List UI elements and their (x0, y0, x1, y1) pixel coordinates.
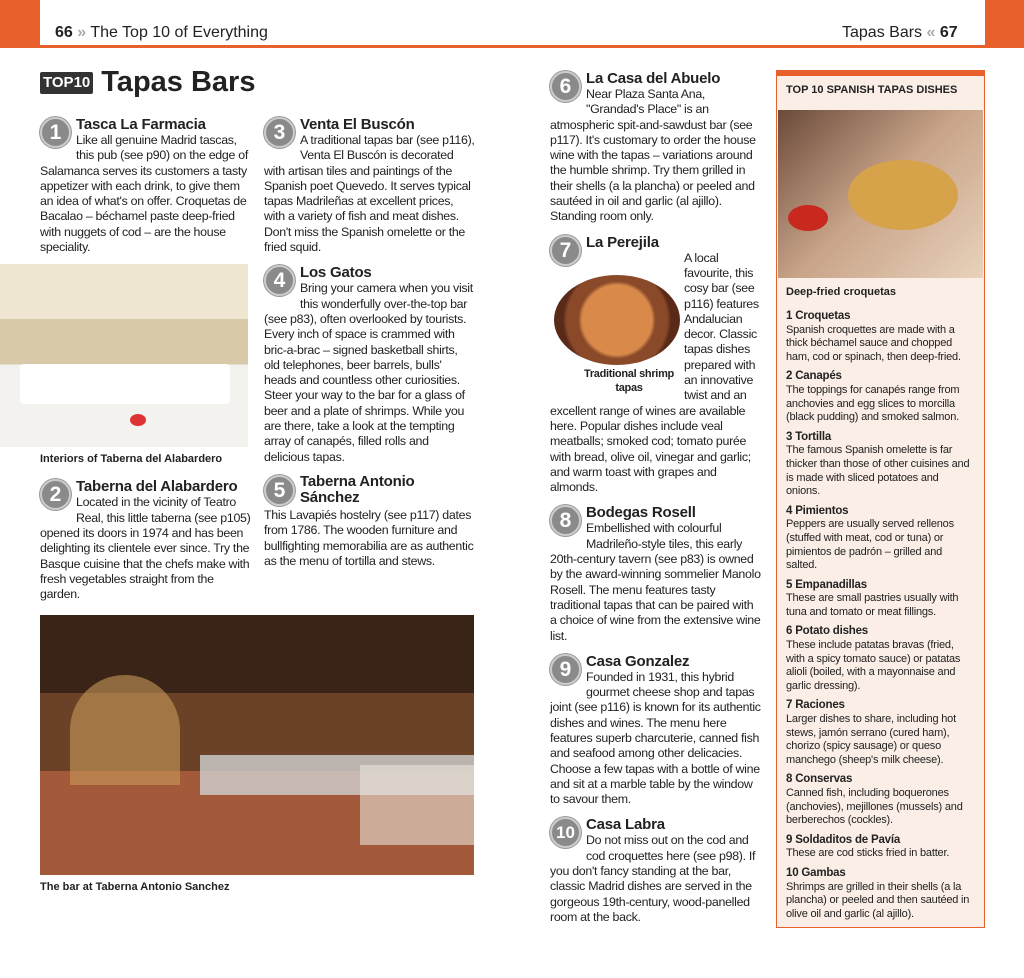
sidebar-item-text: These are cod sticks fried in batter. (786, 847, 950, 860)
entry-2 (40, 478, 252, 602)
sidebar-item (786, 370, 975, 424)
column-3 (550, 70, 762, 934)
left-page-content (40, 116, 474, 894)
photo-sanchez-bar (40, 615, 474, 875)
photo-caption: The bar at Taberna Antonio Sanchez (40, 881, 230, 894)
sidebar-item-title: 6 Potato dishes (786, 625, 868, 638)
number-badge: 8 (550, 505, 581, 536)
entry-text: Embellished with colourful Madrileño-style tiles, this early 20th-century tavern (see p83) is owned by the award-winning sommelier Manolo Rosell. The menu features tasty traditional tapas that can be paired with a choice of wine from the extensive wine list. (550, 521, 761, 643)
photo-croquetas (778, 110, 983, 278)
sidebar-item-text: The toppings for canapés range from anchovies and egg slices to morcilla (black pudding) and smoked salmon. (786, 383, 960, 424)
entry-title: La Casa del Abuelo (586, 70, 721, 87)
entry-text: Near Plaza Santa Ana, "Grandad's Place" is an atmospheric spit-and-sawdust bar (see p117). It's customary to order the house wine with the tapas – variations around the humble shrimp. Try them grilled in their shells (a la plancha) or peeled and sautéed in oil and garlic (al ajillo). Standing room only. (550, 87, 756, 224)
entry-title: Tasca La Farmacia (76, 116, 206, 133)
sidebar-item-text: The famous Spanish omelette is far thicker than those of other cuisines and is made with sliced potatoes and onions. (786, 444, 970, 498)
entry-text: Do not miss out on the cod and cod croquettes here (see p98). If you don't fancy standing at the bar, classic Madrid dishes are served in the gorgeous 19th-century, wood-panelled room at the back. (550, 833, 756, 924)
sidebar-item-title: 5 Empanadillas (786, 578, 867, 591)
number-badge: 3 (264, 117, 295, 148)
sidebar-item-text: Shrimps are grilled in their shells (a la plancha) or peeled and then sautéed in olive oil and garlic (al ajillo). (786, 880, 970, 920)
entry-title: La Perejila (586, 233, 659, 251)
sidebar-top10-dishes (776, 70, 985, 928)
sidebar-item (786, 867, 975, 921)
column-1 (40, 116, 252, 611)
section-title: Tapas Bars (842, 24, 923, 41)
entry-10 (550, 816, 762, 925)
sidebar-item-title: 9 Soldaditos de Pavía (786, 833, 901, 846)
sidebar-list (786, 310, 975, 921)
number-badge: 7 (550, 235, 581, 266)
entry-text: Located in the vicinity of Teatro Real, this little taberna (see p105) opened its doors in 1974 and has been delighting its clientele ever since. Try the Basque cuisine that the chefs make with fresh vegetables straight from the garden. (40, 495, 251, 602)
number-badge: 2 (40, 479, 71, 510)
number-badge: 9 (550, 654, 581, 685)
sidebar-item-text: Peppers are usually served rellenos (stuffed with meat, cod or tuna) or pimientos de padrón – grilled and salted. (786, 518, 954, 572)
entry-3 (264, 116, 476, 255)
entry-5 (264, 474, 476, 569)
sidebar-item (786, 505, 975, 573)
sidebar-item-text: Larger dishes to share, including hot stews, jamón serrano (cured ham), chorizo (spicy sausage) or queso manchego (sheep's milk cheese). (786, 713, 956, 766)
entry-title: Bodegas Rosell (586, 504, 696, 522)
header-rule (0, 45, 1024, 48)
sidebar-item-title: 7 Raciones (786, 699, 845, 712)
photo-shrimp-tapas (554, 275, 680, 395)
sidebar-item-text: These are small pastries usually with tuna and tomato or meat fillings. (786, 592, 959, 618)
entry-title: Casa Labra (586, 816, 665, 834)
entry-text: Like all genuine Madrid tascas, this pub (see p90) on the edge of Salamanca serves its customers a tasty appetizer with each drink, to give them an idea of what's on offer. Croquetas de Bacalao – béchamel paste deep-fried with nuggets of cod – are the house speciality. (40, 133, 248, 255)
chevron-icon: « (926, 24, 936, 41)
sidebar-item-title: 10 Gambas (786, 866, 846, 879)
top10-logo: TOP10 (40, 72, 93, 94)
running-header-right (842, 24, 958, 42)
sidebar-item (786, 579, 975, 620)
entry-1 (40, 116, 252, 255)
entry-text: A local favourite, this cosy bar (see p116) features Andalucian decor. Classic tapas dishes prepared with an innovative twist and an excellent range of wines are available here. Popular dishes include veal meatballs; smoked cod; tomato purée with bread, olive oil, vinegar and garlic; and warm toast with grapes and almonds. (550, 250, 759, 495)
sidebar-item-text: These include patatas bravas (fried, with a spicy tomato sauce) or patatas alioli (boiled, with a mayonnaise and garlic dressing). (786, 639, 961, 692)
entry-title: Venta El Buscón (300, 116, 415, 133)
sidebar-item (786, 431, 975, 499)
number-badge: 6 (550, 71, 581, 102)
sidebar-item-title: 2 Canapés (786, 370, 842, 383)
sidebar-item (786, 699, 975, 767)
page-title (40, 66, 255, 99)
column-2 (264, 116, 476, 578)
sidebar-item-title: 1 Croquetas (786, 310, 851, 322)
number-badge: 4 (264, 265, 295, 296)
entry-8 (550, 504, 762, 643)
entry-title: Taberna Antonio Sánchez (300, 472, 415, 506)
entry-9 (550, 653, 762, 808)
header-corner-right (985, 0, 1024, 47)
sidebar-item-text: Spanish croquettes are made with a thick béchamel sauce and chopped ham, cod or spinach, then deep-fried. (786, 323, 961, 363)
entry-4 (264, 264, 476, 465)
photo-alabardero-interior (0, 264, 248, 447)
entry-text: This Lavapiés hostelry (see p117) dates from 1786. The wooden furniture and bullfighting memorabilia are as authentic as the menu of tortilla and stews. (264, 507, 474, 568)
heading: Tapas Bars (101, 66, 256, 98)
header-corner-left (0, 0, 40, 47)
entry-7 (550, 234, 762, 496)
sidebar-title: TOP 10 SPANISH TAPAS DISHES (786, 84, 958, 96)
photo-caption: Interiors of Taberna del Alabardero (40, 453, 223, 466)
page-number: 67 (939, 24, 958, 41)
chevron-icon: » (77, 24, 87, 41)
entry-title: Los Gatos (300, 264, 372, 282)
page-number: 66 (55, 24, 73, 41)
entry-6 (550, 70, 762, 225)
entry-text: A traditional tapas bar (see p116), Venta El Buscón is decorated with artisan tiles and paintings of the Spanish poet Quevedo. It serves typical tapas Madrileñas at excellent prices, with a variety of fish and meat dishes. Don't miss the Spanish omelette or the fried squid. (264, 133, 475, 255)
number-badge: 10 (550, 817, 581, 848)
sidebar-item-title: 4 Pimientos (786, 504, 849, 517)
number-badge: 1 (40, 117, 71, 148)
sidebar-item (786, 773, 975, 827)
photo-caption: Traditional shrimp tapas (584, 367, 674, 394)
entry-text: Founded in 1931, this hybrid gourmet cheese shop and tapas joint (see p116) is known for its authentic dishes and wines. The menu here features superb charcuterie, canned fish and seafood among other delicacies. Choose a few tapas with a bottle of wine and sit at a marble table by the window to savour them. (550, 669, 761, 807)
number-badge: 5 (264, 475, 295, 506)
sidebar-item-title: 3 Tortilla (786, 430, 832, 443)
sidebar-item (786, 625, 975, 693)
entry-title: Casa Gonzalez (586, 652, 690, 670)
sidebar-item-text: Canned fish, including boquerones (anchovies), mejillones (mussels) and berberechos (cockles). (786, 787, 963, 827)
sidebar-item (786, 310, 975, 364)
sidebar-item (786, 834, 975, 861)
photo-caption: Deep-fried croquetas (786, 286, 897, 298)
entry-title: Taberna del Alabardero (76, 478, 238, 496)
sidebar-item-title: 8 Conservas (786, 773, 853, 786)
section-title: The Top 10 of Everything (90, 24, 268, 41)
running-header-left (55, 24, 268, 42)
entry-text: Bring your camera when you visit this wonderfully over-the-top bar (see p83), often overlooked by tourists. Every inch of space is crammed with bric-a-brac – signed basketball shirts, old telephones, beer barrels, bulls' heads and countless other curiosities. Steer your way to the bar for a glass of beer and a plate of shrimps. While you are there, take a look at the tempting array of canapés, filled rolls and delicious tapas. (264, 281, 473, 464)
